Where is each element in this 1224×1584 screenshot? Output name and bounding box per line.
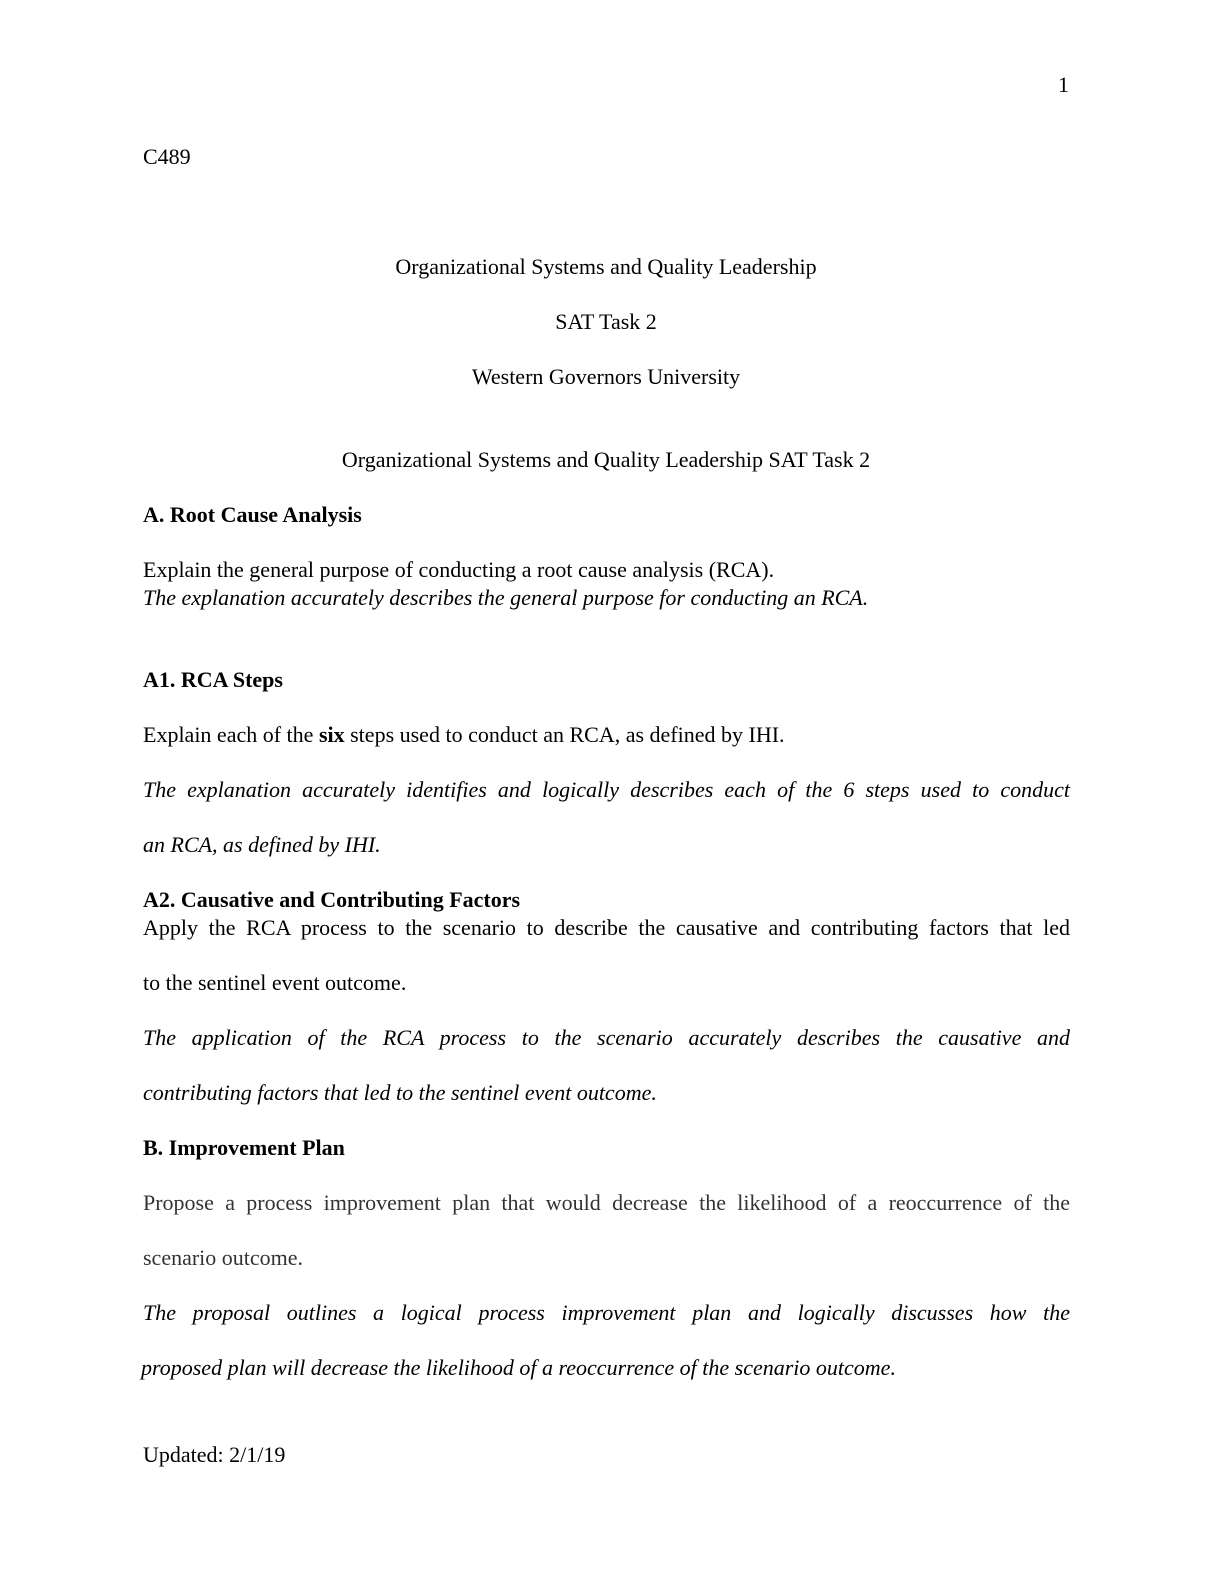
task-name: SAT Task 2 — [555, 309, 657, 334]
full-title: Organizational Systems and Quality Leadership SAT Task 2 — [341, 447, 871, 472]
section-a-criteria: The explanation accurately describes the general purpose for conducting an RCA. — [143, 585, 869, 610]
section-a1-criteria-line1: The explanation accurately identifies and logically describes each of the 6 steps used to conduct — [143, 777, 1070, 802]
section-a-prompt: Explain the general purpose of conducting a root cause analysis (RCA). — [143, 557, 775, 582]
section-a1-criteria-line2: an RCA, as defined by IHI. — [143, 832, 381, 857]
updated-date: Updated: 2/1/19 — [143, 1442, 286, 1467]
section-b-criteria-line1: The proposal outlines a logical process improvement plan and logically discusses how the — [143, 1300, 1070, 1325]
section-a2-prompt-line1: Apply the RCA process to the scenario to describe the causative and contributing factors that led — [143, 915, 1070, 940]
section-a1-heading: A1. RCA Steps — [143, 667, 283, 692]
section-b-prompt-line1: Propose a process improvement plan that would decrease the likelihood of a reoccurrence of the — [143, 1190, 1070, 1215]
section-a2-criteria-line2: contributing factors that led to the sentinel event outcome. — [143, 1080, 657, 1105]
section-a-heading: A. Root Cause Analysis — [143, 502, 362, 527]
section-a1-prompt-after: steps used to conduct an RCA, as defined by IHI. — [344, 722, 785, 747]
document-title: Organizational Systems and Quality Leadership — [395, 254, 817, 279]
section-b-criteria-line2: proposed plan will decrease the likelihood of a reoccurrence of the scenario outcome. — [141, 1355, 896, 1380]
section-a2-prompt-line2: to the sentinel event outcome. — [143, 970, 407, 995]
section-a2-heading: A2. Causative and Contributing Factors — [143, 887, 521, 912]
section-a1-prompt-bold: six — [318, 722, 345, 747]
section-b-prompt-line2: scenario outcome. — [143, 1245, 304, 1270]
institution-name: Western Governors University — [471, 364, 741, 389]
section-a2-criteria-line1: The application of the RCA process to the scenario accurately describes the causative and — [143, 1025, 1070, 1050]
section-a1-prompt-before: Explain each of the — [143, 722, 319, 747]
section-b-heading: B. Improvement Plan — [143, 1135, 345, 1160]
page-number: 1 — [1058, 72, 1069, 97]
section-a1-prompt — [143, 722, 785, 748]
course-code: C489 — [143, 144, 191, 169]
